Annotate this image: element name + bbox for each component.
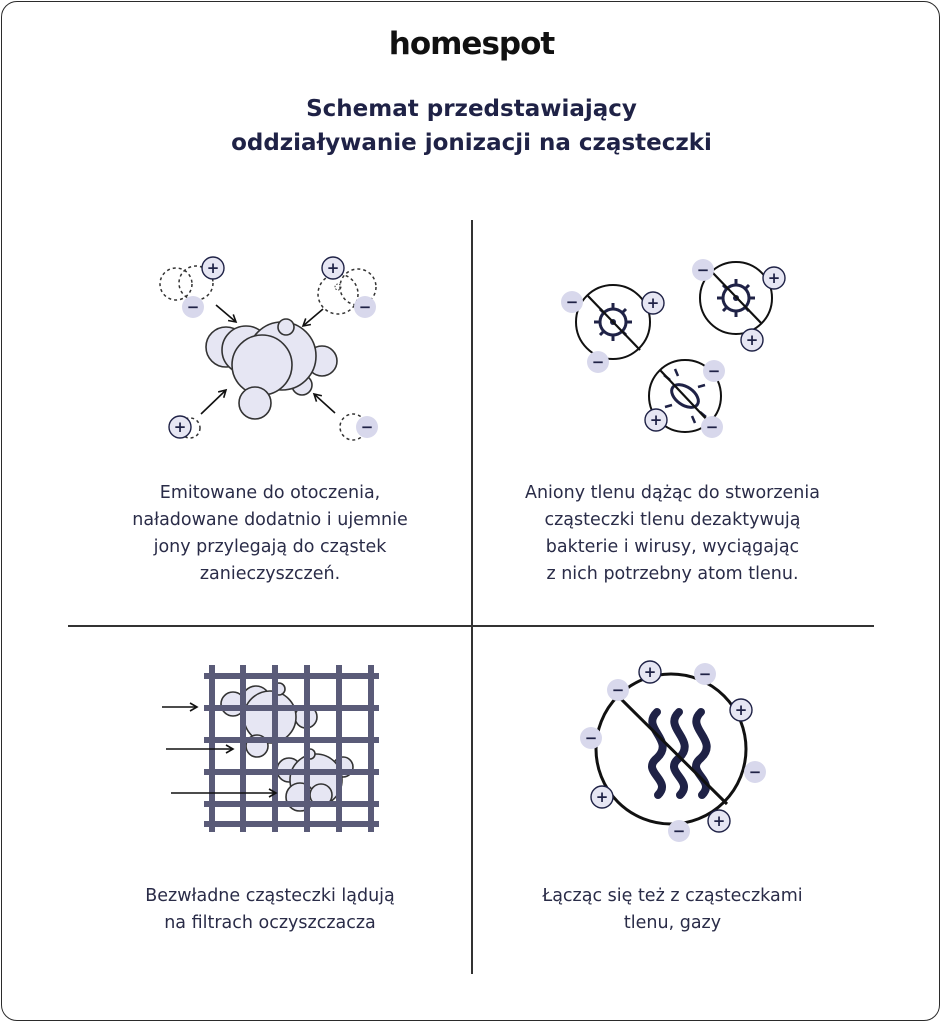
ionization-illustration — [140, 245, 400, 455]
svg-text:+: + — [643, 663, 657, 681]
minus-ion-icon — [182, 296, 204, 318]
plus-ion-icon — [591, 786, 613, 808]
minus-ion-icon — [744, 761, 766, 783]
anions-illustration — [555, 255, 795, 445]
svg-text:−: − — [186, 298, 200, 316]
minus-ion-icon — [561, 291, 583, 313]
caption-gases — [490, 883, 855, 937]
plus-ion-icon — [708, 810, 730, 832]
gases-illustration — [570, 655, 770, 855]
caption-line: Łącząc się też z cząsteczkami — [542, 886, 803, 906]
minus-ion-icon — [692, 259, 714, 281]
page-title — [0, 92, 943, 160]
arrow-icon — [201, 390, 226, 414]
dashed-ion-ring — [160, 268, 192, 300]
minus-ion-icon — [580, 727, 602, 749]
svg-text:−: − — [358, 298, 372, 316]
minus-ion-icon — [703, 360, 725, 382]
plus-ion-icon — [763, 267, 785, 289]
caption-line: Aniony tlenu dążąc do stworzenia — [524, 483, 820, 503]
svg-text:+: + — [206, 259, 220, 277]
svg-text:−: − — [707, 362, 721, 380]
minus-ion-icon — [587, 351, 609, 373]
caption-anions — [490, 480, 855, 588]
caption-ionization — [90, 480, 450, 588]
pollutant-particle — [239, 387, 271, 419]
pollutant-particle — [278, 319, 294, 335]
dashed-ion-ring — [318, 274, 358, 314]
svg-text:−: − — [705, 418, 719, 436]
title-line-2: oddziaływanie jonizacji na cząsteczki — [231, 130, 712, 156]
caption-line: z nich potrzebny atom tlenu. — [546, 564, 799, 584]
svg-text:−: − — [591, 353, 605, 371]
svg-text:−: − — [611, 681, 625, 699]
caption-line: Bezwładne cząsteczki lądują — [145, 886, 395, 906]
filter-illustration — [155, 655, 385, 835]
svg-text:+: + — [745, 331, 759, 349]
caption-line: Emitowane do otoczenia, — [159, 483, 381, 503]
svg-text:−: − — [748, 763, 762, 781]
horizontal-divider — [68, 625, 874, 627]
caption-line: na filtrach oczyszczacza — [164, 913, 376, 933]
caption-line: jony przylegają do cząstek — [153, 537, 387, 557]
svg-text:+: + — [173, 418, 187, 436]
svg-text:+: + — [734, 701, 748, 719]
minus-ion-icon — [356, 416, 378, 438]
plus-ion-icon — [730, 699, 752, 721]
plus-ion-icon — [639, 661, 661, 683]
virus-crossed-icon — [576, 285, 650, 359]
caption-line: bakterie i wirusy, wyciągając — [545, 537, 800, 557]
svg-text:+: + — [646, 294, 660, 312]
svg-text:+: + — [767, 269, 781, 287]
plus-ion-icon — [642, 292, 664, 314]
pollutant-particle — [232, 335, 292, 395]
title-line-1: Schemat przedstawiający — [306, 96, 637, 122]
svg-text:−: − — [360, 418, 374, 436]
arrow-icon — [303, 309, 323, 326]
svg-text:−: − — [584, 729, 598, 747]
caption-line: zanieczyszczeń. — [199, 564, 341, 584]
svg-text:−: − — [696, 261, 710, 279]
minus-ion-icon — [354, 296, 376, 318]
plus-ion-icon — [202, 257, 224, 279]
plus-ion-icon — [169, 416, 191, 438]
svg-text:−: − — [565, 293, 579, 311]
plus-ion-icon — [645, 409, 667, 431]
plus-ion-icon — [322, 257, 344, 279]
caption-line: naładowane dodatnio i ujemnie — [132, 510, 408, 530]
minus-ion-icon — [607, 679, 629, 701]
caption-line: tlenu, gazy — [623, 913, 722, 933]
minus-ion-icon — [694, 663, 716, 685]
svg-text:+: + — [595, 788, 609, 806]
svg-text:−: − — [672, 822, 686, 840]
caption-filter — [90, 883, 450, 937]
svg-text:+: + — [712, 812, 726, 830]
svg-text:+: + — [649, 411, 663, 429]
vertical-divider — [471, 220, 473, 974]
arrow-icon — [314, 394, 335, 413]
svg-text:−: − — [698, 665, 712, 683]
caption-line: cząsteczki tlenu dezaktywują — [544, 510, 801, 530]
svg-text:+: + — [326, 259, 340, 277]
arrow-icon — [216, 305, 236, 322]
brand-logo: homespot — [388, 26, 555, 62]
minus-ion-icon — [668, 820, 690, 842]
minus-ion-icon — [701, 416, 723, 438]
plus-ion-icon — [741, 329, 763, 351]
